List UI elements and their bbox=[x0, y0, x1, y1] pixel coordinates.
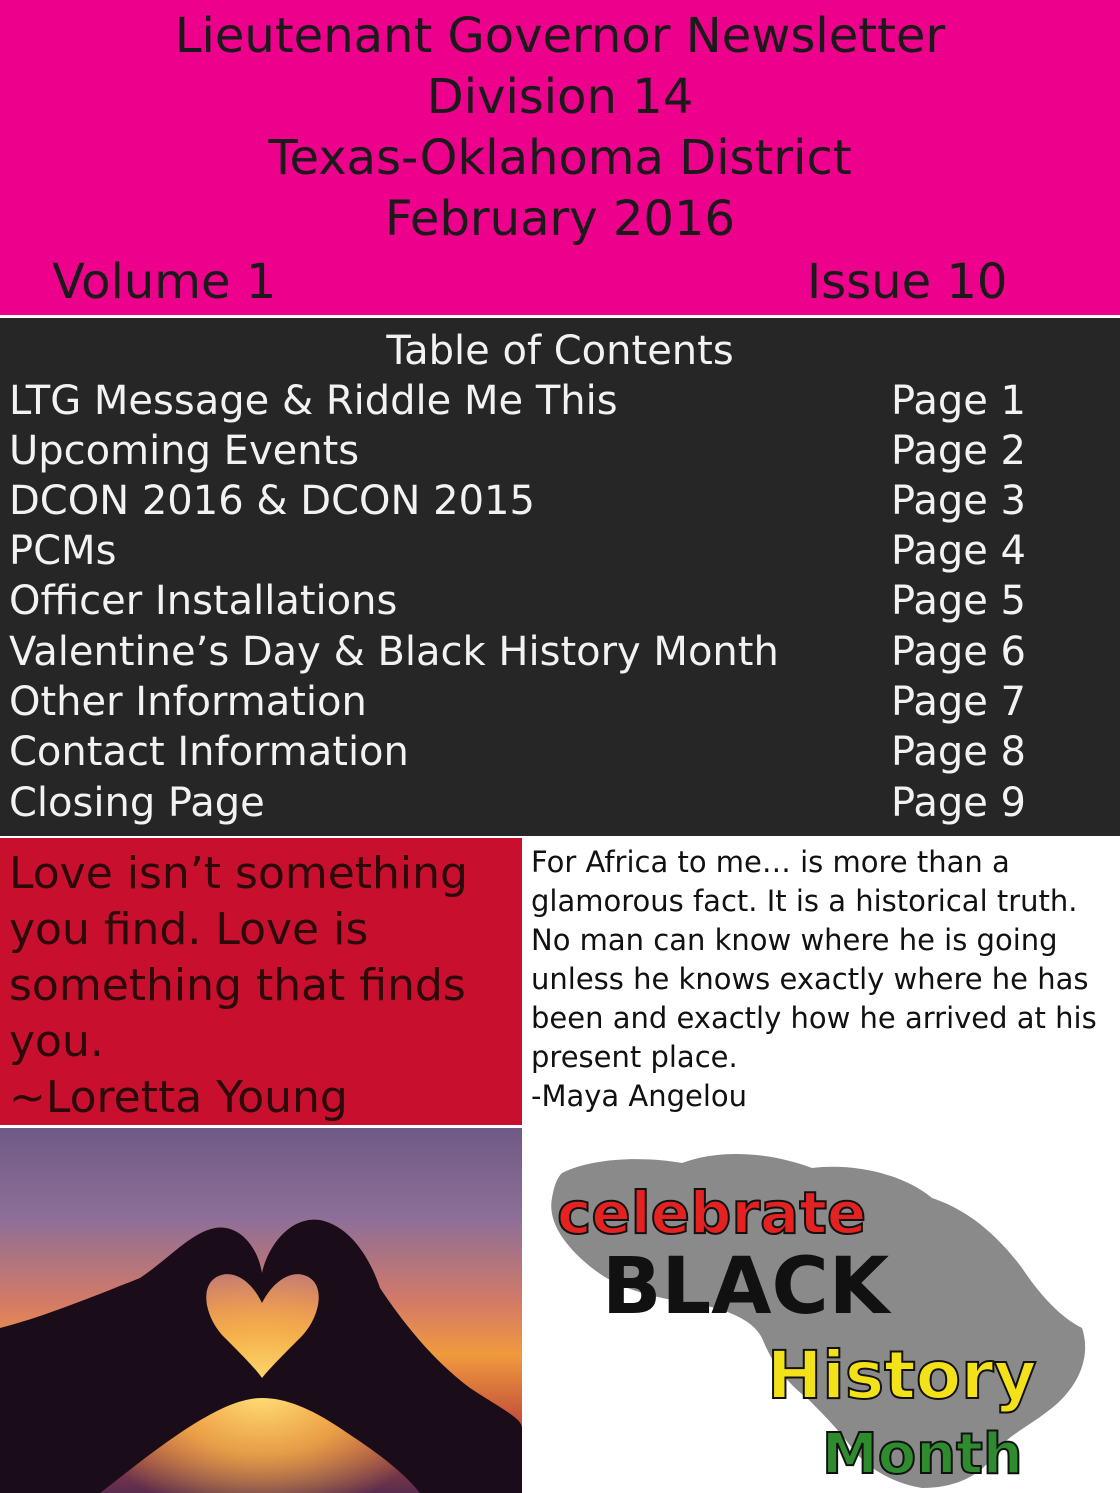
toc-item-title: Valentine’s Day & Black History Month bbox=[9, 629, 779, 675]
heart-hands-sunset-image bbox=[0, 1128, 522, 1493]
newsletter-header bbox=[0, 0, 1120, 315]
angelou-quote-box bbox=[531, 843, 1116, 1123]
newsletter-title: Lieutenant Governor Newsletter bbox=[174, 8, 946, 64]
toc-item-title: Upcoming Events bbox=[9, 428, 360, 474]
love-quote-author: ~Loretta Young bbox=[9, 1072, 348, 1123]
table-of-contents bbox=[0, 318, 1120, 836]
toc-item-page: Page 6 bbox=[891, 629, 1026, 675]
issue-label: Issue 10 bbox=[807, 254, 1008, 310]
toc-item-title: Contact Information bbox=[9, 729, 409, 775]
toc-row[interactable] bbox=[0, 727, 1120, 777]
toc-title: Table of Contents bbox=[386, 328, 734, 374]
love-quote-box bbox=[0, 838, 522, 1125]
toc-row[interactable] bbox=[0, 526, 1120, 576]
black-word: BLACK bbox=[602, 1242, 890, 1332]
toc-row[interactable] bbox=[0, 677, 1120, 727]
month-word: Month bbox=[822, 1422, 1023, 1487]
toc-item-title: Other Information bbox=[9, 679, 367, 725]
love-quote-text: Love isn’t something you find. Love is something that finds you. bbox=[9, 848, 468, 1067]
toc-item-title: PCMs bbox=[9, 528, 117, 574]
volume-label: Volume 1 bbox=[52, 254, 277, 310]
history-word: History bbox=[767, 1337, 1037, 1414]
angelou-quote-author: -Maya Angelou bbox=[531, 1079, 748, 1113]
toc-row[interactable] bbox=[0, 426, 1120, 476]
africa-map-illustration bbox=[522, 1128, 1120, 1493]
toc-row[interactable] bbox=[0, 576, 1120, 626]
toc-item-page: Page 4 bbox=[891, 528, 1026, 574]
toc-item-title: Officer Installations bbox=[9, 578, 398, 624]
toc-item-page: Page 9 bbox=[891, 780, 1026, 826]
toc-row[interactable] bbox=[0, 376, 1120, 426]
issue-date: February 2016 bbox=[384, 191, 736, 247]
toc-item-page: Page 3 bbox=[891, 478, 1026, 524]
toc-item-page: Page 2 bbox=[891, 428, 1026, 474]
celebrate-word: celebrate bbox=[557, 1179, 867, 1247]
toc-row[interactable] bbox=[0, 476, 1120, 526]
toc-item-title: Closing Page bbox=[9, 780, 265, 826]
toc-item-title: DCON 2016 & DCON 2015 bbox=[9, 478, 535, 524]
toc-item-page: Page 7 bbox=[891, 679, 1026, 725]
district-label: Texas-Oklahoma District bbox=[268, 130, 852, 186]
toc-row[interactable] bbox=[0, 778, 1120, 828]
heart-hands-illustration bbox=[0, 1128, 522, 1493]
black-history-month-image bbox=[522, 1128, 1120, 1493]
toc-item-page: Page 1 bbox=[891, 378, 1026, 424]
division-label: Division 14 bbox=[426, 69, 694, 125]
toc-item-page: Page 5 bbox=[891, 578, 1026, 624]
toc-item-title: LTG Message & Riddle Me This bbox=[9, 378, 618, 424]
toc-item-page: Page 8 bbox=[891, 729, 1026, 775]
volume-issue-row bbox=[0, 252, 1120, 312]
angelou-quote-text: For Africa to me… is more than a glamorous fact. It is a historical truth. No man can know where he is going unless he knows exactly where he has been and exactly how he arrived at his present place. bbox=[531, 845, 1097, 1074]
toc-row[interactable] bbox=[0, 627, 1120, 677]
